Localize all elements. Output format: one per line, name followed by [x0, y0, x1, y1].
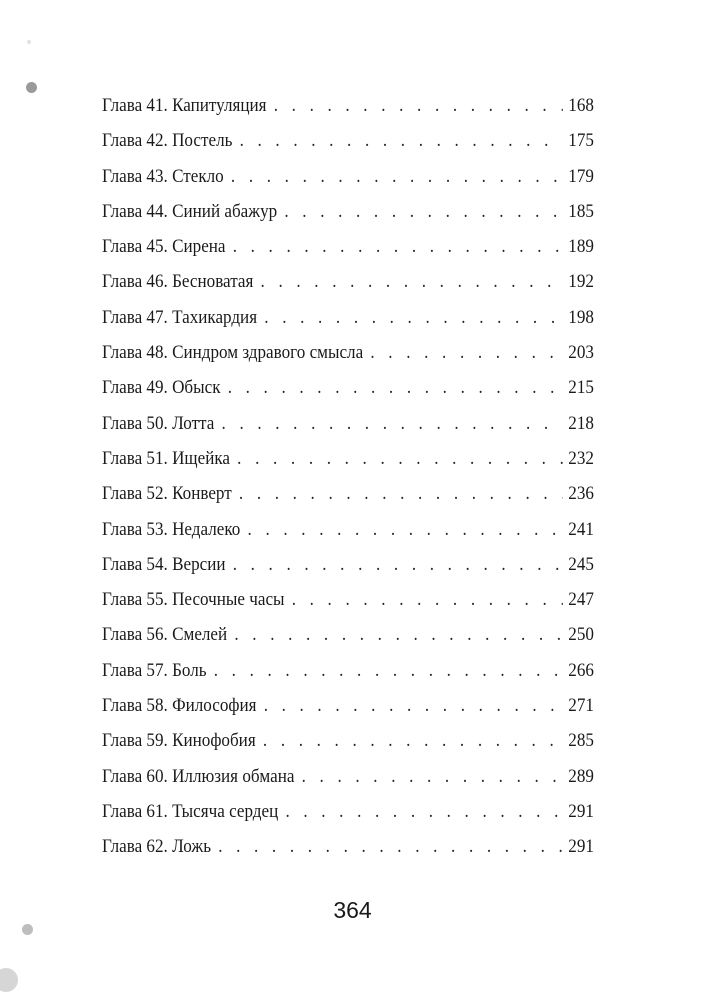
toc-entry-page: 215	[568, 377, 594, 399]
toc-entry-title: Глава 52. Конверт	[102, 483, 232, 505]
toc-entry	[102, 547, 594, 582]
toc-entry	[102, 476, 594, 511]
toc-entry-title: Глава 55. Песочные часы	[102, 589, 285, 611]
dot-leader	[231, 159, 563, 194]
toc-entry-page: 271	[568, 695, 594, 717]
scan-speck	[27, 40, 31, 44]
toc-entry-title: Глава 50. Лотта	[102, 412, 215, 434]
toc-entry-page: 218	[568, 412, 594, 434]
toc-entry	[102, 406, 594, 441]
toc-entry	[102, 441, 594, 476]
toc-entry-title: Глава 51. Ищейка	[102, 447, 230, 469]
toc-entry	[102, 688, 594, 723]
toc-entry	[102, 123, 594, 158]
toc-entry-page: 285	[568, 730, 594, 752]
dot-leader	[261, 264, 563, 299]
toc-entry-page: 168	[568, 95, 594, 116]
toc-entry-title: Глава 61. Тысяча сердец	[102, 800, 279, 822]
toc-entry	[102, 264, 594, 299]
dot-leader	[237, 441, 563, 476]
toc-entry	[102, 794, 594, 829]
toc-entry-title: Глава 41. Капитуляция	[102, 95, 267, 116]
toc-entry-title: Глава 56. Смелей	[102, 624, 228, 646]
dot-leader	[264, 300, 563, 335]
toc-entry-page: 266	[568, 659, 594, 681]
dot-leader	[218, 829, 563, 864]
toc-entry-page: 175	[568, 130, 594, 152]
toc-entry-title: Глава 46. Бесноватая	[102, 271, 254, 293]
toc-entry	[102, 759, 594, 794]
table-of-contents	[102, 88, 594, 865]
dot-leader	[370, 335, 563, 370]
toc-entry-title: Глава 62. Ложь	[102, 836, 211, 858]
toc-entry-page: 232	[568, 447, 594, 469]
toc-entry-page: 289	[568, 765, 594, 787]
dot-leader	[222, 406, 563, 441]
toc-entry	[102, 617, 594, 652]
toc-entry	[102, 653, 594, 688]
dot-leader	[214, 653, 563, 688]
scan-speck	[22, 924, 33, 935]
dot-leader	[228, 370, 563, 405]
toc-entry	[102, 582, 594, 617]
toc-entry	[102, 194, 594, 229]
toc-entry-title: Глава 57. Боль	[102, 659, 207, 681]
toc-entry-page: 250	[568, 624, 594, 646]
toc-entry-page: 185	[568, 200, 594, 222]
dot-leader	[274, 88, 563, 123]
dot-leader	[302, 759, 563, 794]
toc-entry-page: 179	[568, 165, 594, 187]
toc-entry	[102, 829, 594, 864]
toc-entry-page: 236	[568, 483, 594, 505]
scan-speck	[0, 968, 18, 992]
dot-leader	[233, 547, 563, 582]
dot-leader	[263, 723, 563, 758]
toc-entry	[102, 300, 594, 335]
toc-entry-title: Глава 44. Синий абажур	[102, 200, 278, 222]
toc-entry	[102, 335, 594, 370]
toc-entry-title: Глава 43. Стекло	[102, 165, 224, 187]
toc-entry-page: 291	[568, 800, 594, 822]
toc-entry-title: Глава 60. Иллюзия обмана	[102, 765, 295, 787]
toc-entry-page: 247	[568, 589, 594, 611]
toc-entry-page: 189	[568, 236, 594, 258]
toc-entry-page: 203	[568, 342, 594, 364]
toc-entry-page: 198	[568, 306, 594, 328]
toc-entry-page: 245	[568, 553, 594, 575]
toc-entry-title: Глава 59. Кинофобия	[102, 730, 256, 752]
toc-entry-title: Глава 49. Обыск	[102, 377, 221, 399]
toc-entry	[102, 229, 594, 264]
toc-entry	[102, 159, 594, 194]
dot-leader	[234, 617, 563, 652]
scan-speck	[26, 82, 37, 93]
dot-leader	[239, 476, 563, 511]
toc-entry	[102, 370, 594, 405]
toc-entry-title: Глава 53. Недалеко	[102, 518, 241, 540]
toc-entry-page: 241	[568, 518, 594, 540]
toc-entry	[102, 723, 594, 758]
toc-entry	[102, 512, 594, 547]
dot-leader	[285, 794, 562, 829]
toc-entry-title: Глава 54. Версии	[102, 553, 226, 575]
toc-entry	[102, 88, 594, 123]
page-number: 364	[333, 897, 372, 923]
dot-leader	[240, 123, 563, 158]
toc-entry-title: Глава 42. Постель	[102, 130, 233, 152]
dot-leader	[284, 194, 563, 229]
dot-leader	[248, 512, 563, 547]
toc-entry-title: Глава 48. Синдром здравого смысла	[102, 342, 364, 364]
toc-entry-title: Глава 47. Тахикардия	[102, 306, 258, 328]
dot-leader	[233, 229, 563, 264]
dot-leader	[292, 582, 563, 617]
toc-entry-page: 192	[568, 271, 594, 293]
toc-entry-title: Глава 45. Сирена	[102, 236, 226, 258]
toc-entry-page: 291	[568, 836, 594, 858]
toc-entry-title: Глава 58. Философия	[102, 695, 257, 717]
dot-leader	[264, 688, 563, 723]
